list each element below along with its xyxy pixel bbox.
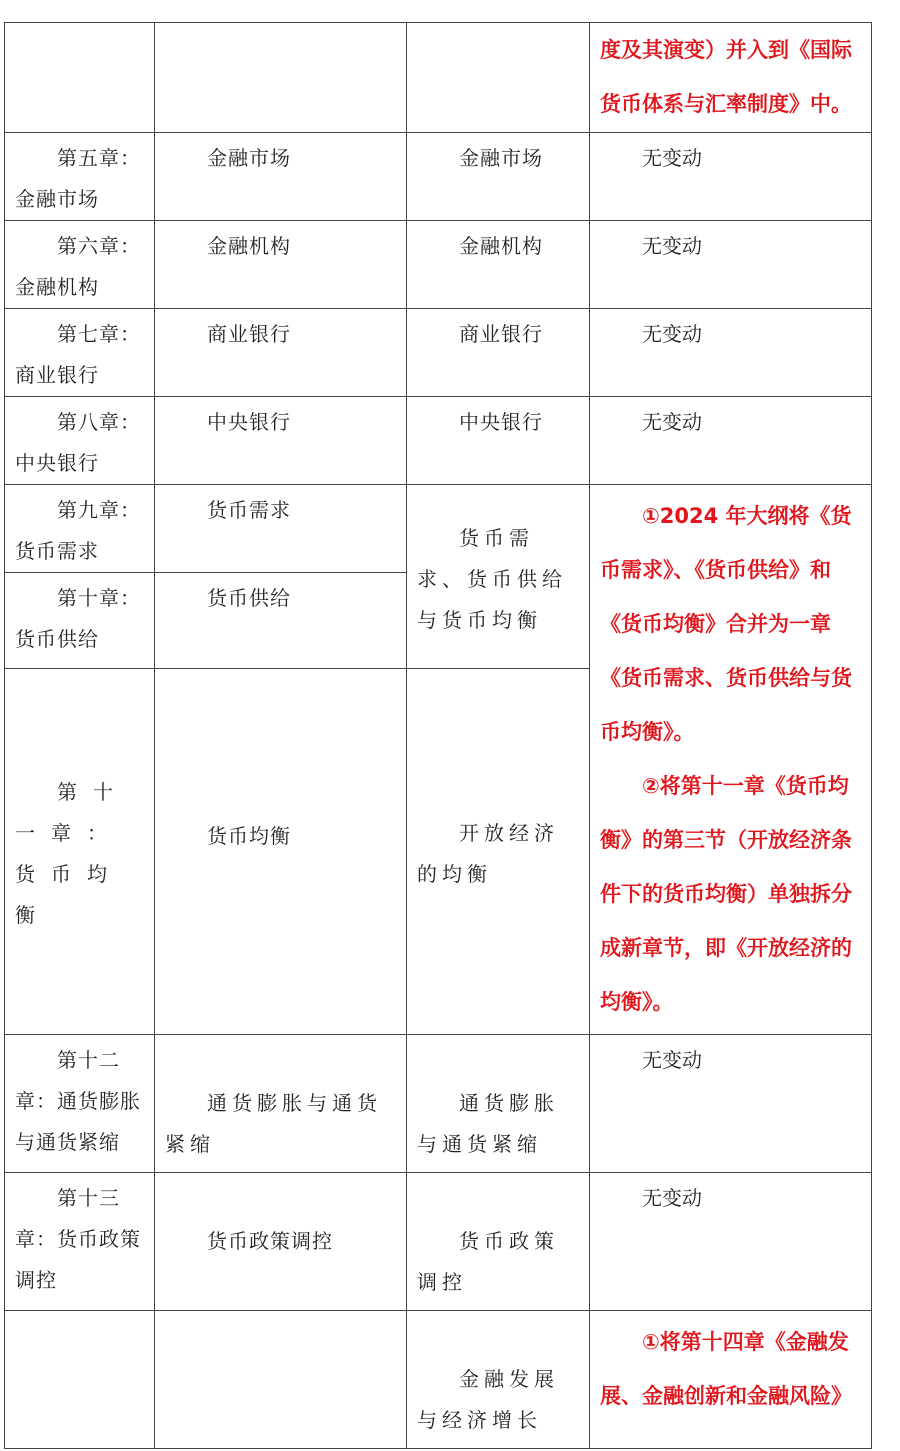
old-title-cell <box>155 23 407 133</box>
change-note-cell: 无变动 <box>590 1035 872 1173</box>
change-note-cell <box>590 23 872 133</box>
change-note-cell <box>590 1311 872 1449</box>
chapter-cell: 第十章：货币供给 <box>5 573 155 669</box>
change-note-cell: 无变动 <box>590 397 872 485</box>
chapter-cell: 第八章：中央银行 <box>5 397 155 485</box>
old-title-cell: 货币政策调控 <box>155 1173 407 1311</box>
chapter-cell: 第十二章：通货膨胀与通货紧缩 <box>5 1035 155 1173</box>
old-title-cell <box>155 1311 407 1449</box>
syllabus-change-table <box>4 22 872 1449</box>
chapter-cell: 第九章：货币需求 <box>5 485 155 573</box>
change-note-paragraph: ②将第十一章《货币均衡》的第三节（开放经济条件下的货币均衡）单独拆分成新章节，即《开放经济的均衡》。 <box>600 774 852 1014</box>
new-title-cell: 货币政策调控 <box>407 1173 590 1311</box>
old-title-cell: 金融机构 <box>155 221 407 309</box>
chapter-cell: 第十三章：货币政策调控 <box>5 1173 155 1311</box>
change-note-cell: 无变动 <box>590 221 872 309</box>
change-note-cell <box>590 485 872 1035</box>
chapter-cell: 第五章：金融市场 <box>5 133 155 221</box>
table-row <box>5 397 872 485</box>
old-title-cell: 中央银行 <box>155 397 407 485</box>
new-title-cell: 通货膨胀与通货紧缩 <box>407 1035 590 1173</box>
change-note-cell: 无变动 <box>590 1173 872 1311</box>
new-title-cell: 金融发展与经济增长 <box>407 1311 590 1449</box>
table-row <box>5 133 872 221</box>
new-title-cell: 金融机构 <box>407 221 590 309</box>
new-title-cell: 货币需求、货币供给与货币均衡 <box>407 485 590 669</box>
old-title-cell: 通货膨胀与通货紧缩 <box>155 1035 407 1173</box>
chapter-cell <box>5 1311 155 1449</box>
table-row <box>5 485 872 573</box>
new-title-cell: 中央银行 <box>407 397 590 485</box>
chapter-cell: 第十一章：货币均衡 <box>5 669 155 1035</box>
change-note-text: 度及其演变）并入到《国际货币体系与汇率制度》中。 <box>600 38 852 116</box>
old-title-cell: 商业银行 <box>155 309 407 397</box>
old-title-cell: 货币均衡 <box>155 669 407 1035</box>
new-title-cell <box>407 23 590 133</box>
new-title-cell: 开放经济的均衡 <box>407 669 590 1035</box>
table-row <box>5 1035 872 1173</box>
new-title-cell: 商业银行 <box>407 309 590 397</box>
table-row <box>5 1311 872 1449</box>
change-note-paragraph: ①2024 年大纲将《货币需求》、《货币供给》和《货币均衡》合并为一章《货币需求、货币供给与货币均衡》。 <box>600 504 852 744</box>
chapter-cell: 第七章：商业银行 <box>5 309 155 397</box>
change-note-paragraph: ①将第十四章《金融发展、金融创新和金融风险》 <box>600 1330 852 1408</box>
table-row <box>5 23 872 133</box>
change-note-cell: 无变动 <box>590 133 872 221</box>
chapter-cell <box>5 23 155 133</box>
change-note-cell: 无变动 <box>590 309 872 397</box>
table-row <box>5 221 872 309</box>
table-row <box>5 1173 872 1311</box>
old-title-cell: 货币供给 <box>155 573 407 669</box>
table-row <box>5 309 872 397</box>
old-title-cell: 货币需求 <box>155 485 407 573</box>
chapter-cell: 第六章：金融机构 <box>5 221 155 309</box>
old-title-cell: 金融市场 <box>155 133 407 221</box>
new-title-cell: 金融市场 <box>407 133 590 221</box>
